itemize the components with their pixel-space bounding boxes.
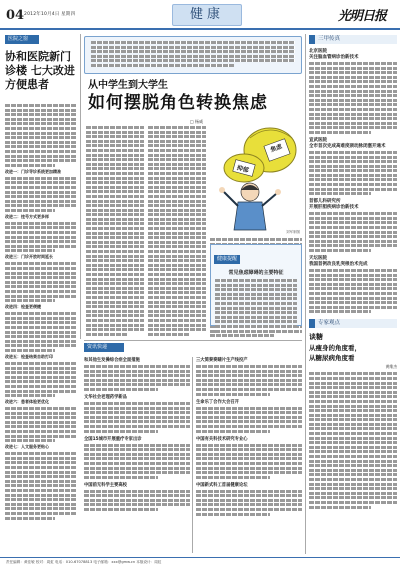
brief-title-3: 文华社会老理药学新品 — [84, 394, 127, 400]
subhead-6: 改进六：患者体验更优化 — [5, 399, 49, 405]
anxious-student-illustration — [210, 120, 302, 235]
intro-box — [84, 36, 302, 74]
subhead-5: 改进五：检查结果自助打印 — [5, 353, 53, 359]
article-body — [5, 362, 77, 397]
section-title: 健康 — [172, 4, 242, 26]
box-tag: 健康提醒 — [214, 255, 240, 264]
article-body — [5, 407, 77, 442]
column-divider — [305, 34, 306, 554]
illustration-credit: 刘军制图 — [286, 230, 300, 234]
right-item-2-title: 全市首次完成高难度颈动脉闭塞开通术 — [309, 143, 386, 149]
right-item-2-hospital: 宣武医院 — [309, 137, 327, 143]
brief-title-4: 生命乐丁合作大会召开 — [196, 399, 239, 405]
article-body — [5, 312, 77, 352]
right-column — [309, 35, 397, 510]
opinion-title: 从瘦身的角度看， — [309, 344, 361, 353]
main-body-col2 — [148, 126, 206, 337]
right-tag: 三甲传真 — [309, 35, 397, 44]
masthead: 光明日报 — [337, 9, 386, 24]
opinion-tag: 专家观点 — [309, 319, 397, 328]
brief-title-6: 中国有关科技术研究专业心 — [196, 436, 248, 442]
article-body — [5, 104, 77, 167]
brief-body — [196, 407, 302, 433]
main-title: 如何摆脱角色转换焦虑 — [88, 93, 268, 113]
main-kicker: 从中学生到大学生 — [88, 80, 168, 91]
bottom-divider — [84, 340, 302, 341]
right-item-1-body — [309, 62, 397, 134]
brief-body — [84, 365, 190, 391]
right-item-1-hospital: 北京医院 — [309, 49, 327, 54]
news-briefs — [84, 343, 302, 555]
health-reminder-box — [210, 244, 302, 326]
intro-text — [85, 37, 301, 73]
right-item-4-title: 我国首例改良乳突根治术完成 — [309, 262, 368, 267]
right-item-3-title: 开展肝胆疾病诊治新技术 — [309, 205, 359, 211]
box-body — [211, 279, 301, 333]
left-column — [5, 35, 77, 521]
page-header — [0, 0, 400, 30]
date-line: 2012年10月4日 星期四 — [24, 12, 76, 17]
subhead-7: 改进七：人文服务更贴心 — [5, 444, 49, 450]
article-body — [5, 177, 77, 212]
article-body — [5, 452, 77, 519]
brief-body — [196, 490, 302, 516]
column-divider — [80, 34, 81, 339]
brief-body — [84, 444, 190, 479]
brief-title-2: 三大简奏奏睛片生产线投产 — [196, 358, 248, 363]
brief-title-7: 中国前无科学主要高校 — [84, 482, 127, 488]
subhead-4: 改进四：检查更便捷 — [5, 304, 41, 310]
right-item-4-hospital: 天坛医院 — [309, 256, 327, 261]
right-item-3-body — [309, 212, 397, 252]
left-headline: 协和医院新门诊楼 七大改进 方便患者 — [5, 50, 75, 91]
illustration-word-anxiety: 焦虑 — [269, 143, 284, 154]
right-item-1-title: 关注脑血管病诊治新技术 — [309, 55, 359, 60]
opinion-title-2: 从糖尿病角度看 — [309, 354, 355, 363]
brief-title-8: 中国新式科工首届健康论坛 — [196, 482, 248, 488]
briefs-divider — [192, 357, 193, 553]
brief-title-1: 和其他生发操综合症全面措施 — [84, 358, 140, 363]
main-headline-group — [88, 80, 298, 114]
column-tag: 医院之窗 — [5, 35, 39, 44]
box-title: 常见焦虑障碍的主要特征 — [228, 270, 284, 276]
illustration-word-depression: 抑郁 — [236, 164, 250, 175]
main-body-col1 — [86, 126, 144, 337]
illustration — [210, 120, 302, 235]
brief-body — [84, 490, 190, 511]
briefs-left — [84, 357, 190, 514]
article-body — [5, 262, 77, 302]
byline: □ 杨威 — [190, 119, 204, 124]
opinion-kicker: 谈糖 — [309, 332, 323, 342]
page-number: 04 — [6, 8, 25, 23]
right-item-3-hospital: 首都儿科研究所 — [309, 199, 341, 205]
subhead-3: 改进三：门诊开放时间延长 — [5, 254, 53, 260]
subhead-1: 改进一：门诊导诊系统更加精准 — [5, 168, 61, 174]
page-footer: 责任编辑：黄佳敏 校对：周虹 电话：010-67078813 电子邮箱：xxx@gmw.cn 本版设计：周虹 — [0, 557, 400, 567]
brief-body — [84, 402, 190, 433]
opinion-body — [309, 372, 397, 508]
opinion-author: 黄维杰 — [385, 364, 397, 370]
right-item-2-body — [309, 151, 397, 195]
right-item-4-body — [309, 269, 397, 313]
briefs-right — [196, 357, 302, 519]
briefs-tag: 资讯快递 — [84, 343, 124, 352]
brief-body — [196, 444, 302, 479]
brief-body — [196, 365, 302, 396]
brief-title-5: 全国15城市开展重疗专家出诊 — [84, 436, 142, 442]
subhead-2: 改进二：挂号方式更多样 — [5, 213, 49, 219]
article-body — [5, 222, 77, 253]
